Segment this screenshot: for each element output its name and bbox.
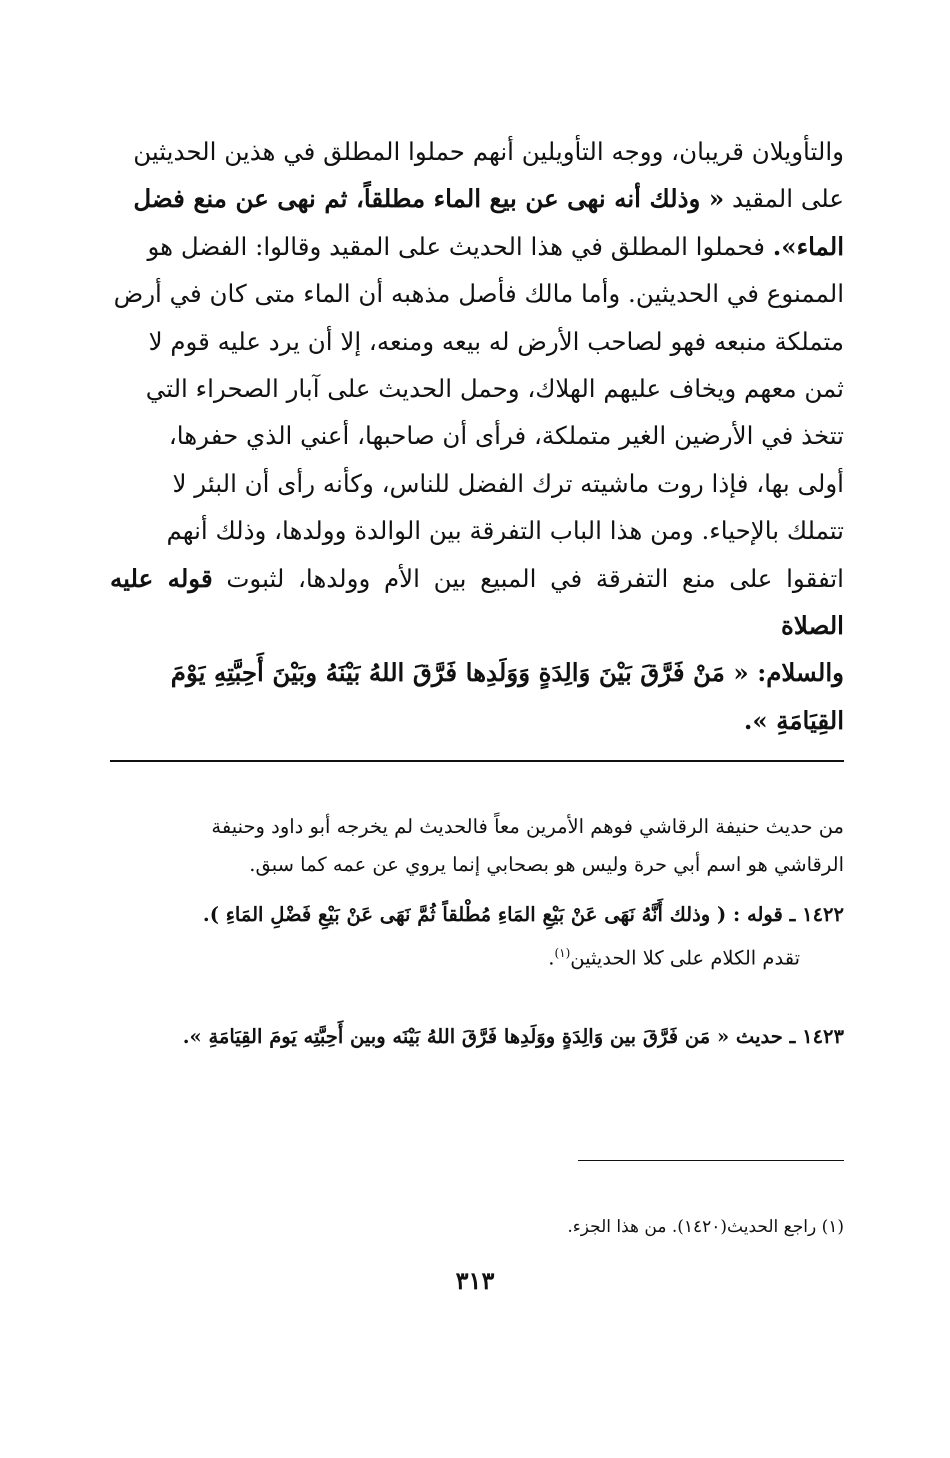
text-segment: تتخذ في الأرضين الغير متملكة، فرأى أن صاحبها، أعني الذي حفرها، xyxy=(168,421,844,451)
commentary-intro-line-1: من حديث حنيفة الرقاشي فوهم الأمرين معاً فالحديث لم يخرجه أبو داود وحنيفة xyxy=(211,815,844,838)
entry-1423-heading: ١٤٢٣ ـ حديث « مَن فَرَّقَ بين وَالِدَةٍ ووَلَدِها فَرَّقَ اللهُ بَيْنَه وبين أَحِبَّتِه يَومَ القِيَامَةِ ». xyxy=(182,1024,844,1048)
text-segment: والتأويلان قريبان، ووجه التأويلين أنهم حملوا المطلق في هذين الحديثين xyxy=(133,137,844,166)
entry-1422-body-text: تقدم الكلام على كلا الحديثين xyxy=(570,946,800,970)
main-text-line xyxy=(110,175,844,222)
text-segment: ثمن معهم ويخاف عليهم الهلاك، وحمل الحديث على آبار الصحراء التي xyxy=(145,374,844,404)
entry-1422-body-end: . xyxy=(548,946,555,970)
main-text-block xyxy=(110,128,844,744)
text-segment: أولى بها، فإذا روت ماشيته ترك الفضل للناس، وكأنه رأى أن البئر لا xyxy=(172,468,844,498)
bold-segment: « وذلك أنه نهى عن بيع الماء مطلقاً، ثم نهى عن منع فضل xyxy=(133,184,725,214)
commentary-intro-line-2: الرقاشي هو اسم أبي حرة وليس هو بصحابي إنما يروي عن عمه كما سبق. xyxy=(249,853,844,876)
bold-segment: القِيَامَةِ ». xyxy=(743,705,844,735)
text-segment: الممنوع في الحديثين. وأما مالك فأصل مذهبه أن الماء متى كان في أرض xyxy=(113,279,844,309)
entry-1422-heading: ١٤٢٢ ـ قوله : ( وذلك أَنَّهُ نَهَى عَنْ بَيْعِ المَاءِ مُطْلقاً ثُمَّ نَهَى عَنْ بَيْعِ فَضْلِ المَاءِ ). xyxy=(202,903,844,926)
main-text-line xyxy=(110,460,844,507)
commentary-block xyxy=(110,808,844,1056)
main-text-line xyxy=(110,318,844,365)
main-text xyxy=(110,128,844,744)
text-segment: فحملوا المطلق في هذا الحديث على المقيد وقالوا: الفضل هو xyxy=(147,231,773,261)
page-number: ٣١٣ xyxy=(455,1266,495,1295)
main-text-line xyxy=(110,128,844,175)
bold-segment: قوله عليه الصلاة xyxy=(110,563,844,641)
bold-segment: والسلام: « مَنْ فَرَّقَ بَيْنَ وَالِدَةٍ وَوَلَدِها فَرَّقَ اللهُ بَيْنَهُ وبَيْنَ أَحِبَّتِهِ يَوْمَ xyxy=(170,658,844,688)
bold-segment: الماء». xyxy=(772,231,844,261)
footnote: (١) راجع الحديث(١٤٢٠). من هذا الجزء. xyxy=(567,1217,844,1237)
main-text-line xyxy=(110,555,844,650)
text-segment: تتملك بالإحياء. ومن هذا الباب التفرقة بين الوالدة وولدها، وذلك أنهم xyxy=(166,516,844,546)
main-text-line xyxy=(110,507,844,554)
main-text-line xyxy=(110,697,844,744)
main-divider xyxy=(110,760,844,762)
footnote-divider xyxy=(578,1160,844,1161)
main-text-line xyxy=(110,270,844,317)
footnote-reference[interactable]: (١) xyxy=(554,946,571,960)
main-text-line xyxy=(110,365,844,412)
text-segment: متملكة منبعه فهو لصاحب الأرض له بيعه ومنعه، إلا أن يرد عليه قوم لا xyxy=(148,326,844,356)
main-text-line xyxy=(110,412,844,459)
main-text-line xyxy=(110,649,844,696)
text-segment: اتفقوا على منع التفرقة في المبيع بين الأم وولدها، لثبوت xyxy=(212,563,844,593)
main-text-line xyxy=(110,223,844,270)
entry-1422-body xyxy=(110,934,844,978)
text-segment: على المقيد xyxy=(724,184,844,214)
